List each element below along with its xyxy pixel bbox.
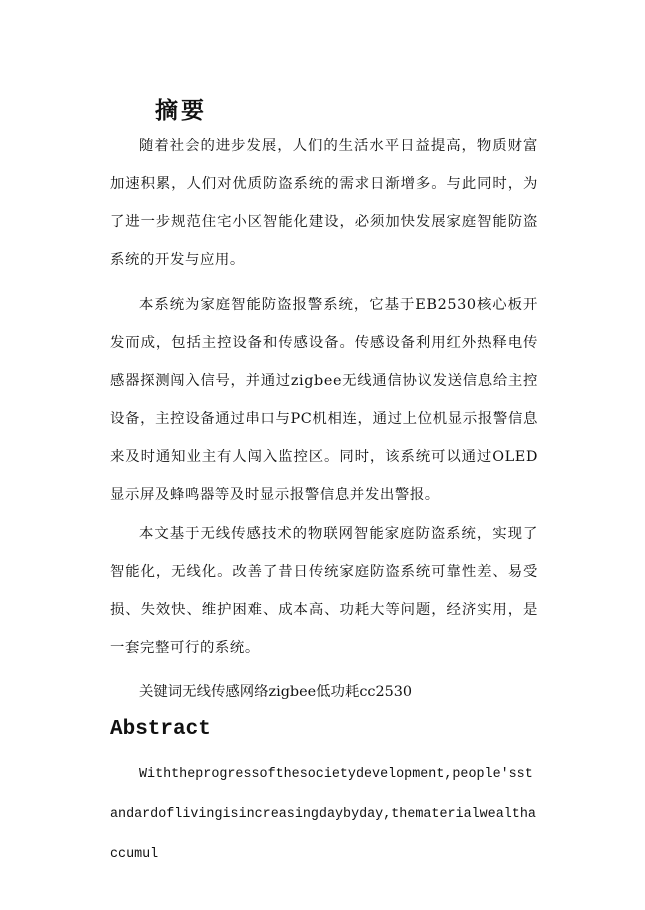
abstract-title-en: Abstract — [110, 718, 211, 741]
abstract-paragraph-1: 随着社会的进步发展，人们的生活水平日益提高，物质财富加速积累，人们对优质防盗系统的需求日渐增多。与此同时，为了进一步规范住宅小区智能化建设，必须加快发展家庭智能防盗系统的开发与应用。 — [110, 138, 538, 268]
abstract-paragraph-2: 本系统为家庭智能防盗报警系统，它基于EB2530核心板开发而成，包括主控设备和传感设备。传感设备利用红外热释电传感器探测闯入信号，并通过zigbee无线通信协议发送信息给主控设备，主控设备通过串口与PC机相连，通过上位机显示报警信息来及时通知业主有人闯入监控区。同时，该系统可以通过OLED显示屏及蜂鸣器等及时显示报警信息并发出警报。 — [110, 297, 538, 503]
keywords-line: 关键词无线传感网络zigbee低功耗cc2530 — [139, 684, 413, 700]
abstract-paragraph-3: 本文基于无线传感技术的物联网智能家庭防盗系统，实现了智能化，无线化。改善了昔日传统家庭防盗系统可靠性差、易受损、失效快、维护困难、成本高、功耗大等问题，经济实用，是一套完整可行的系统。 — [110, 526, 538, 656]
abstract-paragraph-en: Withtheprogressofthesocietydevelopment,people'sstandardoflivingisincreasingdaybyday,thematerialwealthaccumul — [110, 767, 536, 862]
abstract-title-cn: 摘要 — [155, 97, 207, 124]
